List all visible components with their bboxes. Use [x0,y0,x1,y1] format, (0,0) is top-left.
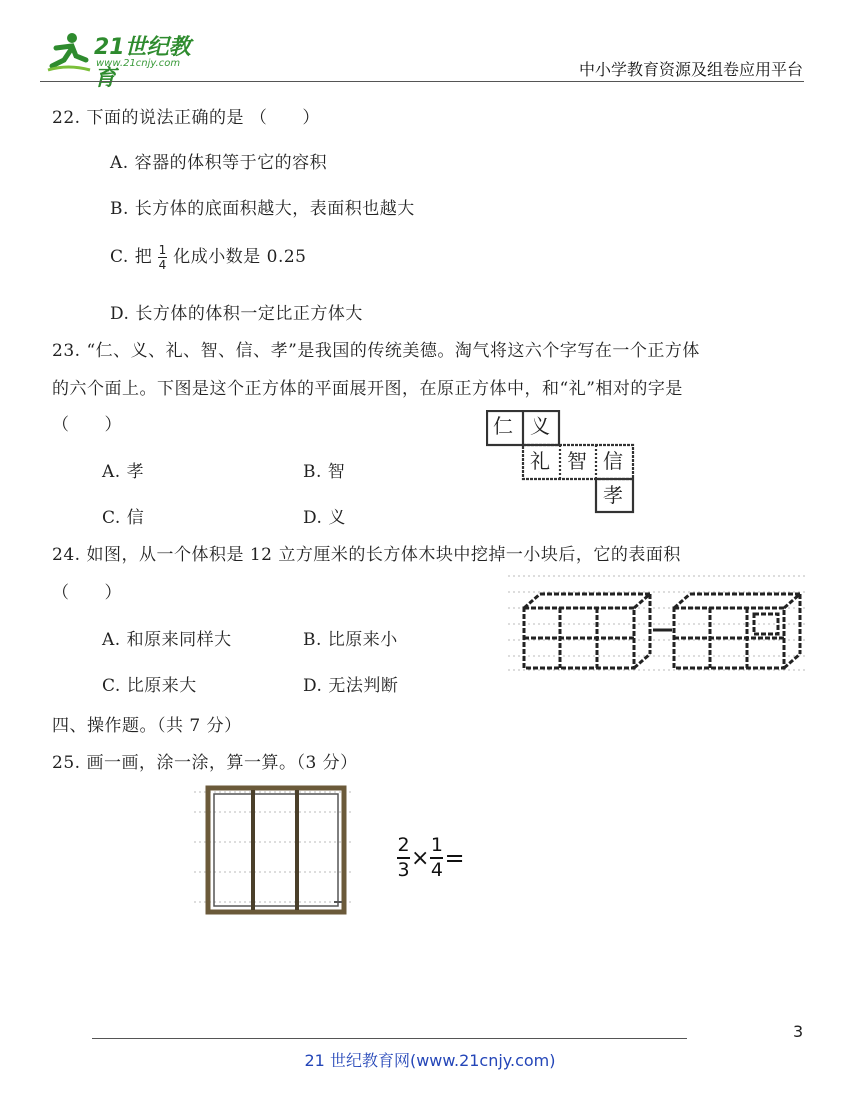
section-4-heading: 四、操作题。（共 7 分） [52,716,242,736]
q24-option-b: B. 比原来小 [303,630,398,650]
q23-answer-paren: （ ） [52,415,122,435]
logo-url: www.21cnjy.com [96,58,181,69]
q22-stem: 22. 下面的说法正确的是 （ ） [52,108,320,128]
q24-option-d: D. 无法判断 [303,676,399,696]
platform-title: 中小学教育资源及组卷应用平台 [578,60,803,79]
q22-option-c-suffix: 化成小数是 0.25 [173,247,307,267]
footer-divider [92,1038,687,1039]
q22-option-b: B. 长方体的底面积越大，表面积也越大 [110,199,415,219]
logo-text: 21世纪教育 [94,35,191,91]
q24-stem: 24. 如图，从一个体积是 12 立方厘米的长方体木块中挖掉一小块后，它的表面积 [52,545,681,565]
cuboid-figure [508,572,808,674]
fraction-one-quarter [158,244,167,271]
q22-option-c [110,238,306,276]
q24-option-c: C. 比原来大 [102,676,197,696]
runner-logo-icon [42,30,92,74]
q23-option-c: C. 信 [102,508,145,528]
fraction-denominator: 4 [430,859,443,881]
net-face-ren: 仁 [493,414,513,438]
fraction-numerator: 2 [397,834,410,856]
net-face-yi: 义 [530,414,550,438]
cube-net-figure [486,410,636,514]
q25-expression [397,836,465,880]
page-number: 3 [793,1022,804,1041]
q23-option-d: D. 义 [303,508,346,528]
times-sign: × [411,845,430,871]
footer-site-link[interactable]: 21 世纪教育网(www.21cnjy.com) [304,1051,556,1070]
q24-answer-paren: （ ） [52,583,122,603]
net-face-xiao: 孝 [603,483,623,507]
fraction-denominator: 4 [158,258,167,272]
q22-option-c-prefix: C. 把 [110,247,153,267]
q22-option-a: A. 容器的体积等于它的容积 [110,153,328,173]
header-divider [40,81,804,82]
q23-option-b: B. 智 [303,462,346,482]
q23-stem-line2: 的六个面上。下图是这个正方体的平面展开图，在原正方体中，和“礼”相对的字是 [52,379,683,399]
q25-stem: 25. 画一画，涂一涂，算一算。（3 分） [52,753,358,773]
logo [42,30,212,91]
fraction-two-thirds [397,836,410,880]
q25-rectangle-figure [194,782,354,918]
q22-option-d: D. 长方体的体积一定比正方体大 [110,304,363,324]
fraction-numerator: 1 [158,243,167,257]
net-face-xin: 信 [603,449,623,473]
q24-option-a: A. 和原来同样大 [102,630,232,650]
equals-sign: = [444,844,465,872]
q23-option-a: A. 孝 [102,462,145,482]
fraction-one-quarter-large [430,836,443,880]
fraction-numerator: 1 [430,834,443,856]
net-face-li: 礼 [530,449,550,473]
fraction-denominator: 3 [397,859,410,881]
q23-stem-line1: 23. “仁、义、礼、智、信、孝”是我国的传统美德。淘气将这六个字写在一个正方体 [52,341,700,361]
net-face-zhi: 智 [567,449,587,473]
cube-net-grid [486,410,636,514]
